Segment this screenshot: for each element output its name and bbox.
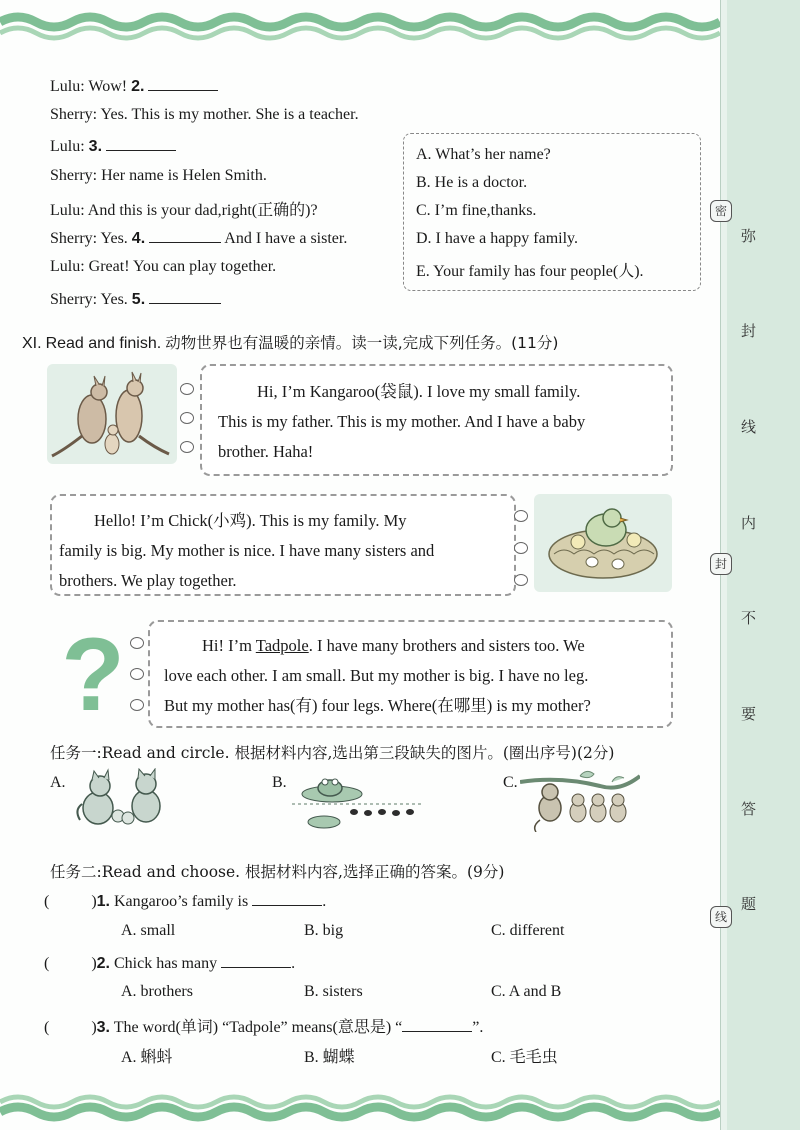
passage-line: Hello! I’m Chick(小鸡). This is my family. My	[94, 511, 407, 530]
tadpole-word: Tadpole	[255, 636, 309, 655]
section-title-en: Read and finish.	[45, 335, 162, 352]
choice-option[interactable]: B. sisters	[304, 983, 363, 1000]
choice-option[interactable]: B. big	[304, 922, 344, 939]
binding-char: 线	[741, 418, 757, 436]
question-number: 2.	[131, 78, 145, 95]
speaker: Lulu:	[50, 202, 85, 219]
passage-line: family is big. My mother is nice. I have many sisters and	[59, 541, 435, 560]
binding-badge: 封	[710, 553, 732, 575]
answer-paren-close: )	[91, 893, 97, 910]
choice-option[interactable]: C. 毛毛虫	[491, 1049, 558, 1066]
speaker: Sherry:	[50, 230, 98, 247]
dialogue-line	[50, 289, 221, 309]
chick-image-panel	[534, 494, 672, 592]
dialogue-line	[50, 167, 267, 185]
question-number: 5.	[131, 291, 146, 308]
choice-option[interactable]: A. 蝌蚪	[121, 1049, 173, 1066]
picture-option-label[interactable]: B.	[272, 774, 287, 791]
answer-blank[interactable]	[106, 136, 176, 151]
binding-char: 题	[741, 895, 757, 913]
answer-blank[interactable]	[149, 228, 221, 243]
line-text: Great! You can play together.	[88, 258, 277, 275]
binding-char: 不	[741, 609, 757, 627]
question-number: 3.	[88, 138, 103, 155]
binding-char: 弥	[741, 227, 757, 245]
dialogue-line	[50, 258, 276, 276]
option-item: C. I’m fine,thanks.	[416, 202, 537, 219]
line-text: Yes.	[100, 291, 128, 308]
section-number: XI.	[22, 335, 42, 352]
task1-heading: 任务一:Read and circle. 根据材料内容,选出第三段缺失的图片。(圈出序号)(2分)	[50, 744, 615, 762]
answer-paren-open[interactable]: (	[44, 955, 50, 972]
line-text: Wow!	[88, 78, 128, 95]
answer-blank[interactable]	[221, 953, 291, 968]
option-item: A. What’s her name?	[416, 146, 551, 163]
question-number: 2.	[96, 955, 110, 972]
option-item: D. I have a happy family.	[416, 230, 579, 247]
passage-line: This is my father. This is my mother. And I have a baby	[218, 412, 586, 431]
line-text: And I have a sister.	[224, 230, 348, 247]
task2-question	[44, 1014, 483, 1037]
speaker: Lulu:	[50, 78, 85, 95]
binding-char: 封	[741, 322, 757, 340]
question-mark-graphic	[58, 617, 128, 733]
choice-option[interactable]: A. small	[121, 922, 176, 939]
question-number: 1.	[96, 893, 110, 910]
task2-question	[44, 891, 326, 911]
task2-heading: 任务二:Read and choose. 根据材料内容,选择正确的答案。(9分)	[50, 863, 505, 881]
binder-ring	[180, 441, 194, 453]
speaker: Sherry:	[50, 167, 98, 184]
answer-blank[interactable]	[402, 1017, 472, 1032]
options-box	[403, 133, 701, 291]
question-text: Kangaroo’s family is	[114, 893, 249, 910]
line-text: Yes. This is my mother. She is a teacher.	[100, 106, 359, 123]
choice-option[interactable]: A. brothers	[121, 983, 193, 1000]
question-text: ”.	[472, 1019, 484, 1036]
binding-char: 要	[741, 705, 757, 723]
passage-line: But my mother has(有) four legs. Where(在哪里) is my mother?	[164, 696, 591, 715]
binder-ring	[514, 542, 528, 554]
option-item: B. He is a doctor.	[416, 174, 528, 191]
dialogue-line	[50, 106, 359, 124]
dialogue-line	[50, 76, 218, 96]
binder-ring	[180, 412, 194, 424]
passage-line: Hi, I’m Kangaroo(袋鼠). I love my small family.	[257, 382, 581, 401]
binder-ring	[130, 699, 144, 711]
speaker: Lulu:	[50, 258, 85, 275]
speaker: Lulu:	[50, 138, 85, 155]
kangaroo-image-panel	[47, 364, 177, 464]
section-heading	[22, 331, 558, 353]
question-number: 3.	[96, 1019, 110, 1036]
picture-option-label[interactable]: A.	[50, 774, 66, 791]
chick-nest-illustration	[534, 494, 672, 592]
binding-margin	[724, 0, 800, 1130]
line-text: Yes.	[100, 230, 128, 247]
binder-ring	[514, 574, 528, 586]
option-item: E. Your family has four people(人).	[416, 263, 644, 280]
answer-paren-open[interactable]: (	[44, 1019, 50, 1036]
kangaroo-illustration	[47, 364, 177, 464]
question-number: 4.	[131, 230, 146, 247]
binder-ring	[180, 383, 194, 395]
answer-blank[interactable]	[252, 891, 322, 906]
task2-question	[44, 953, 295, 973]
chick-passage	[50, 494, 516, 596]
dialogue-line	[50, 228, 347, 248]
choice-option[interactable]: C. A and B	[491, 983, 562, 1000]
passage-line: love each other. I am small. But my mother is big. I have no leg.	[164, 666, 589, 685]
question-text: Chick has many	[114, 955, 218, 972]
choice-option[interactable]: B. 蝴蝶	[304, 1049, 355, 1066]
binding-badge: 线	[710, 906, 732, 928]
line-text: Her name is Helen Smith.	[101, 167, 267, 184]
binder-ring	[130, 668, 144, 680]
dialogue-line	[50, 197, 318, 220]
question-text: The word(单词) “Tadpole” means(意思是) “	[113, 1019, 403, 1036]
answer-blank[interactable]	[149, 289, 221, 304]
speaker: Sherry:	[50, 106, 98, 123]
question-text: .	[291, 955, 296, 972]
answer-paren-close: )	[91, 955, 97, 972]
monkey-family-picture[interactable]	[520, 768, 640, 832]
binding-badge: 密	[710, 200, 732, 222]
speaker: Sherry:	[50, 291, 98, 308]
passage-line: brothers. We play together.	[59, 571, 237, 590]
kangaroo-passage	[200, 364, 673, 476]
binder-ring	[130, 637, 144, 649]
passage-line: brother. Haha!	[218, 442, 314, 461]
binder-ring	[514, 510, 528, 522]
top-wave-border	[0, 0, 724, 42]
answer-paren-close: )	[91, 1019, 97, 1036]
frog-tadpoles-picture[interactable]	[292, 772, 422, 834]
cat-family-picture[interactable]	[72, 768, 172, 830]
binding-char: 答	[741, 800, 757, 818]
picture-option-label[interactable]: C.	[503, 774, 518, 791]
answer-paren-open[interactable]: (	[44, 893, 50, 910]
passage-line	[202, 631, 585, 661]
choice-option[interactable]: C. different	[491, 922, 565, 939]
binding-char: 内	[741, 514, 757, 532]
passage-text: Hi! I’m	[202, 636, 256, 655]
section-title-cn: 动物世界也有温暖的亲情。读一读,完成下列任务。(11分)	[165, 334, 559, 352]
question-text: .	[322, 893, 327, 910]
bottom-wave-border	[0, 1088, 724, 1130]
line-text: And this is your dad,right(正确的)?	[87, 202, 318, 219]
passage-text: . I have many brothers and sisters too. We	[308, 636, 585, 655]
tadpole-passage	[148, 620, 673, 728]
answer-blank[interactable]	[148, 76, 218, 91]
dialogue-line	[50, 136, 176, 156]
question-mark: ?	[61, 617, 125, 733]
